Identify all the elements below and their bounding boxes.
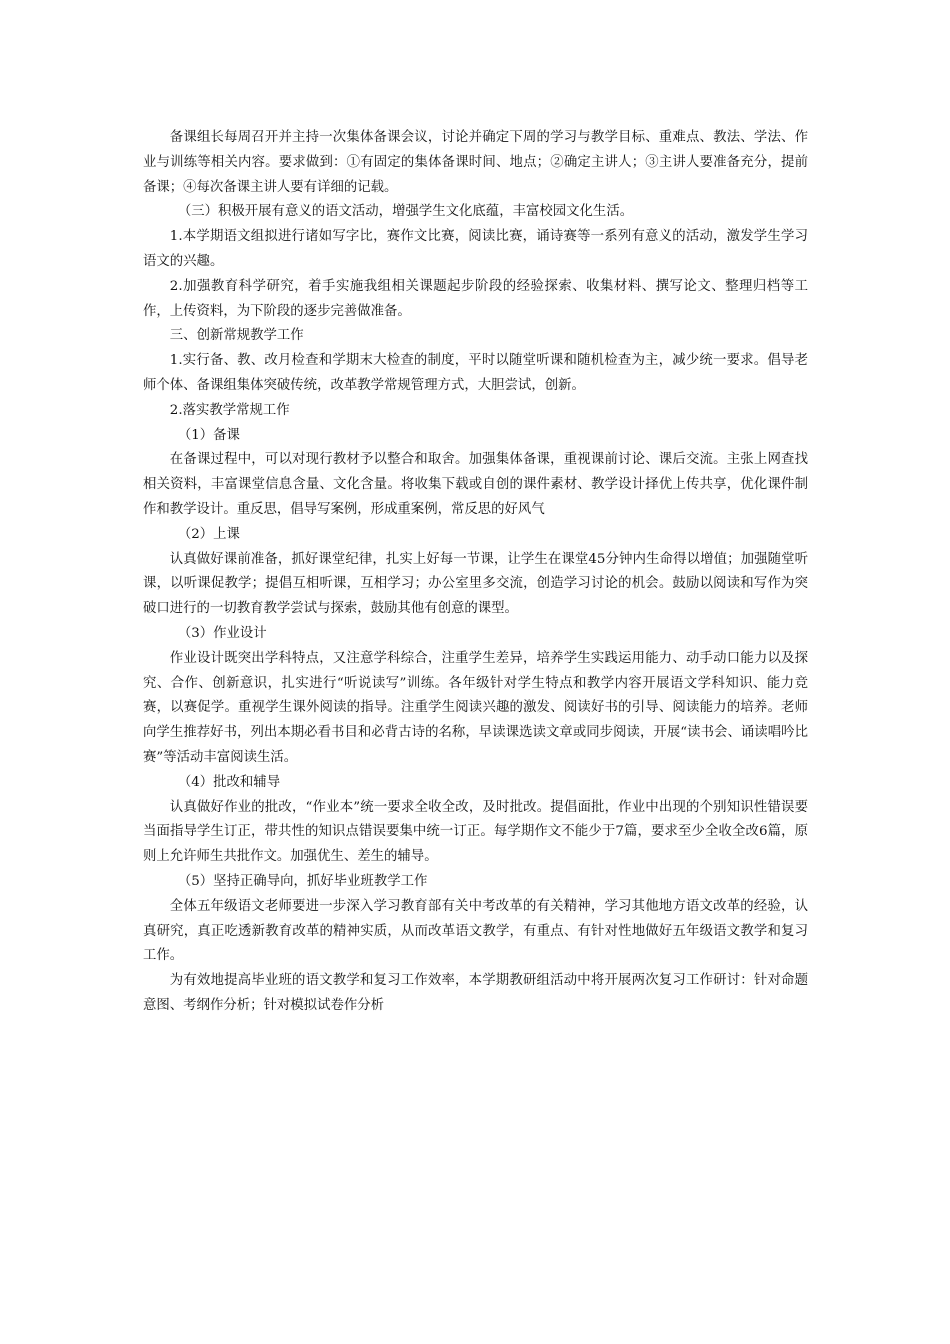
subsection-heading: （1）备课 [177,427,240,443]
document-body [143,126,808,1019]
paragraph: 1.实行备、教、改月检查和学期末大检查的制度，平时以随堂听课和随机检查为主，减少统一要求。倡导老师个体、备课组集体突破传统，改革教学常规管理方式，大胆尝试，创新。 [143,353,808,393]
subsection-heading: （2）上课 [177,526,240,542]
paragraph: 2.加强教育科学研究，着手实施我组相关课题起步阶段的经验探索、收集材料、撰写论文、整理归档等工作，上传资料，为下阶段的逐步完善做准备。 [143,278,808,319]
paragraph: 认真做好作业的批改，“作业本”统一要求全收全改，及时批改。提倡面批，作业中出现的个别知识性错误要当面指导学生订正，带共性的知识点错误要集中统一订正。每学期作文不能少于7篇，要求至少全收全改6篇，原则上允许师生共批作文。加强优生、差生的辅导。 [143,799,808,865]
paragraph: 作业设计既突出学科特点，又注意学科综合，注重学生差异，培养学生实践运用能力、动手动口能力以及探究、合作、创新意识，扎实进行“听说读写”训练。各年级针对学生特点和教学内容开展语文学科知识、能力竞赛，以赛促学。重视学生课外阅读的指导。注重学生阅读兴趣的激发、阅读好书的引导、阅读能力的培养。老师向学生推荐好书，列出本期必看书目和必背古诗的名称，早读课选读文章或同步阅读，开展“读书会、诵读唱吟比赛”等活动丰富阅读生活。 [143,650,808,765]
paragraph: 全体五年级语文老师要进一步深入学习教育部有关中考改革的有关精神，学习其他地方语文改革的经验，认真研究，真正吃透新教育改革的精神实质，从而改革语文教学，有重点、有针对性地做好五年级语文教学和复习工作。 [143,898,808,964]
section-heading: （三）积极开展有意义的语文活动，增强学生文化底蕴，丰富校园文化生活。 [177,204,634,220]
paragraph: 备课组长每周召开并主持一次集体备课会议，讨论并确定下周的学习与教学目标、重难点、教法、学法、作业与训练等相关内容。要求做到：①有固定的集体备课时间、地点；②确定主讲人；③主讲人要准备充分，提前备课；④每次备课主讲人要有详细的记载。 [143,130,808,195]
subsection-heading: （5）坚持正确导向，抓好毕业班教学工作 [177,873,428,889]
section-heading: 三、创新常规教学工作 [169,328,304,344]
paragraph: 认真做好课前准备，抓好课堂纪律，扎实上好每一节课，让学生在课堂45分钟内生命得以增值；加强随堂听课，以听课促教学；提倡互相听课，互相学习；办公室里多交流，创造学习讨论的机会。鼓励以阅读和写作为突破口进行的一切教育教学尝试与探索，鼓励其他有创意的课型。 [143,551,808,617]
paragraph: 2.落实教学常规工作 [169,402,290,418]
paragraph: 为有效地提高毕业班的语文教学和复习工作效率，本学期教研组活动中将开展两次复习工作研讨：针对命题意图、考纲作分析；针对模拟试卷作分析 [143,973,808,1013]
subsection-heading: （3）作业设计 [177,625,267,641]
paragraph: 1.本学期语文组拟进行诸如写字比，赛作文比赛，阅读比赛，诵诗赛等一系列有意义的活动，激发学生学习语文的兴趣。 [143,229,808,269]
subsection-heading: （4）批改和辅导 [177,774,281,790]
paragraph: 在备课过程中，可以对现行教材予以整合和取舍。加强集体备课，重视课前讨论、课后交流。主张上网查找相关资料，丰富课堂信息含量、文化含量。将收集下载或自创的课件素材、教学设计择优上传共享，优化课件制作和教学设计。重反思，倡导写案例，形成重案例，常反思的好风气 [143,452,808,517]
